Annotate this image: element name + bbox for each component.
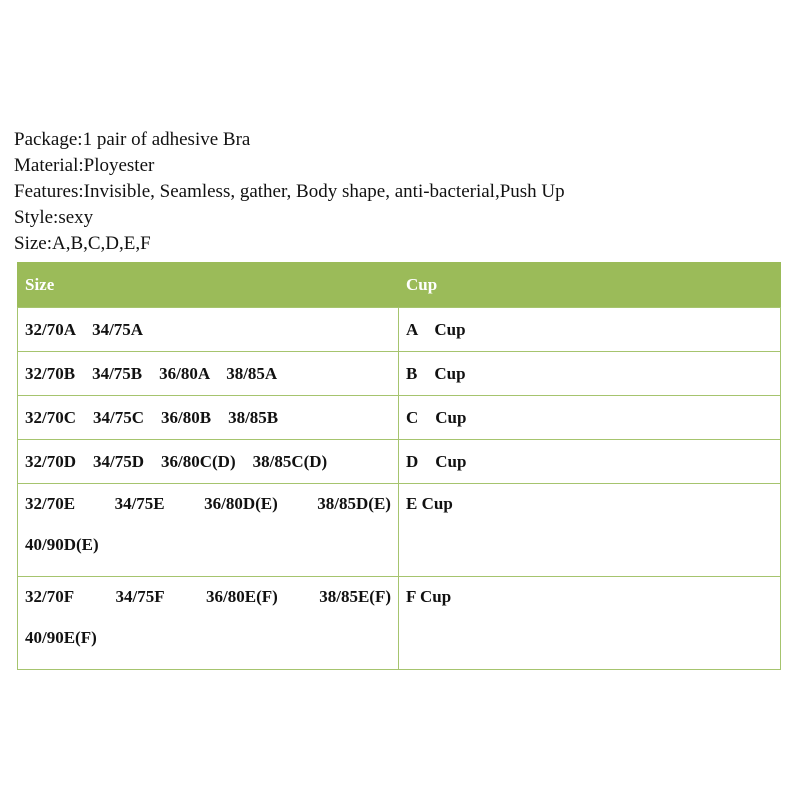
size-value: 34/75A (92, 319, 144, 339)
size-value: 38/85E(F) (319, 587, 391, 606)
cup-value: A Cup (406, 319, 466, 339)
size-value: 38/85A (226, 363, 278, 383)
cup-value: D Cup (406, 451, 467, 471)
cup-cell (399, 440, 781, 484)
material-line: Material:Ployester (14, 155, 155, 176)
size-value: 34/75E (114, 494, 165, 513)
size-cell (18, 308, 399, 352)
cup-cell (399, 484, 781, 577)
size-value: 34/75D (93, 451, 144, 471)
size-value: 40/90D(E) (25, 535, 99, 554)
size-value: 34/75F (115, 587, 165, 606)
size-value: 32/70A (25, 319, 76, 339)
size-value: 34/75C (93, 407, 144, 427)
cup-value: B Cup (406, 363, 466, 383)
cup-column-header: Cup (399, 263, 781, 308)
cup-cell (399, 308, 781, 352)
size-value: 32/70B (25, 363, 76, 383)
size-value: 32/70C (25, 407, 76, 427)
table-row (18, 484, 781, 577)
table-row (18, 352, 781, 396)
cup-value: C Cup (406, 407, 467, 427)
size-cell (18, 352, 399, 396)
size-value: 38/85C(D) (252, 451, 328, 471)
size-value: 38/85B (228, 407, 279, 427)
cup-cell (399, 352, 781, 396)
size-cell (18, 484, 399, 577)
size-value: 32/70D (25, 451, 76, 471)
size-cell (18, 577, 399, 670)
table-row (18, 308, 781, 352)
cup-cell (399, 396, 781, 440)
cup-value: F Cup (406, 587, 452, 606)
size-value: 36/80C(D) (161, 451, 236, 471)
size-value: 32/70E (25, 494, 76, 513)
table-row (18, 440, 781, 484)
size-cell (18, 440, 399, 484)
cup-cell (399, 577, 781, 670)
style-line: Style:sexy (14, 207, 94, 228)
product-info (14, 127, 784, 257)
size-cell (18, 396, 399, 440)
table-row (18, 396, 781, 440)
size-value: 36/80D(E) (204, 494, 278, 513)
cup-value: E Cup (406, 494, 453, 513)
size-chart-table (17, 262, 781, 670)
size-column-header: Size (18, 263, 399, 308)
size-value: 36/80A (159, 363, 210, 383)
table-header-row (18, 263, 781, 308)
size-value: 36/80B (161, 407, 212, 427)
features-line: Features:Invisible, Seamless, gather, Body shape, anti-bacterial,Push Up (14, 181, 565, 202)
size-value: 36/80E(F) (206, 587, 278, 606)
size-line: Size:A,B,C,D,E,F (14, 233, 151, 254)
size-value: 32/70F (25, 587, 75, 606)
size-value: 34/75B (92, 363, 143, 383)
size-value: 40/90E(F) (25, 628, 97, 647)
size-value: 38/85D(E) (317, 494, 391, 513)
table-row (18, 577, 781, 670)
package-line: Package:1 pair of adhesive Bra (14, 129, 251, 150)
